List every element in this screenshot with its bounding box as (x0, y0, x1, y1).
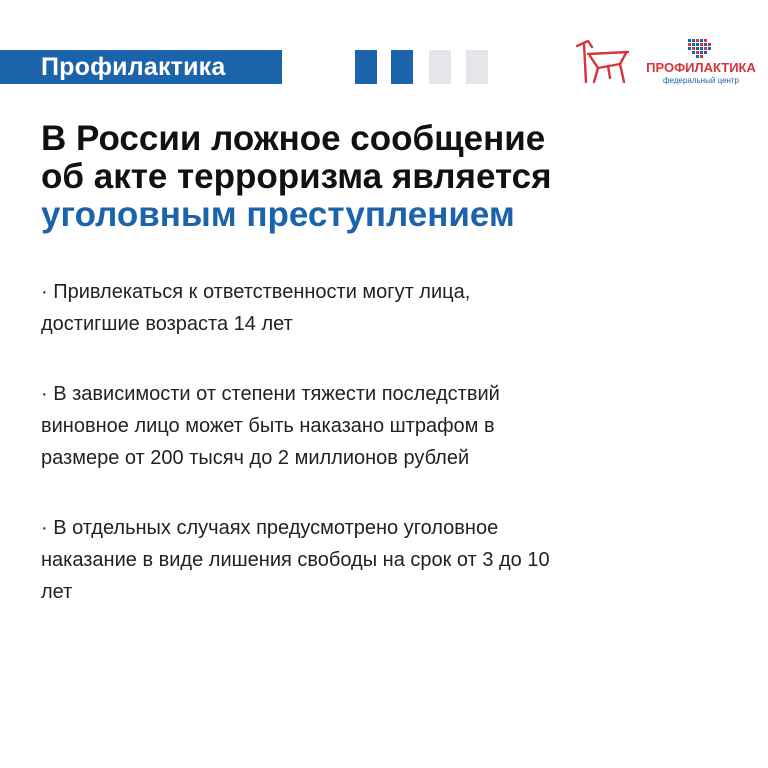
logo-name: ПРОФИЛАКТИКА (646, 60, 756, 75)
header-tile-1 (355, 50, 377, 84)
fact-1-line-1: · Привлекаться к ответственности могут лица, (41, 281, 471, 303)
header-tile-2 (391, 50, 413, 84)
header-tile-3 (429, 50, 451, 84)
fact-3-line-3: лет (41, 581, 73, 603)
header-title: Профилактика (41, 53, 226, 81)
chair-horse-icon (574, 38, 632, 86)
fact-item-2 (41, 378, 681, 474)
header-tile-4 (466, 50, 488, 84)
headline (41, 120, 741, 234)
headline-line-2: об акте терроризма является (41, 157, 552, 196)
logo-subtitle: федеральный центр (662, 76, 740, 85)
fact-2-line-2: виновное лицо может быть наказано штрафом в (41, 415, 495, 437)
headline-line-3: уголовным преступлением (41, 195, 515, 234)
fact-3-line-1: · В отдельных случаях предусмотрено уголовное (41, 517, 499, 539)
fact-item-3 (41, 512, 681, 608)
fact-1-line-2: достигшие возраста 14 лет (41, 313, 293, 335)
fact-list (41, 276, 681, 646)
dot-grid-icon (688, 39, 712, 59)
fact-3-line-2: наказание в виде лишения свободы на срок от 3 до 10 (41, 549, 550, 571)
fact-2-line-1: · В зависимости от степени тяжести последствий (41, 383, 500, 405)
headline-line-1: В России ложное сообщение (41, 119, 546, 158)
fact-item-1 (41, 276, 681, 340)
fact-2-line-3: размере от 200 тысяч до 2 миллионов рублей (41, 447, 470, 469)
